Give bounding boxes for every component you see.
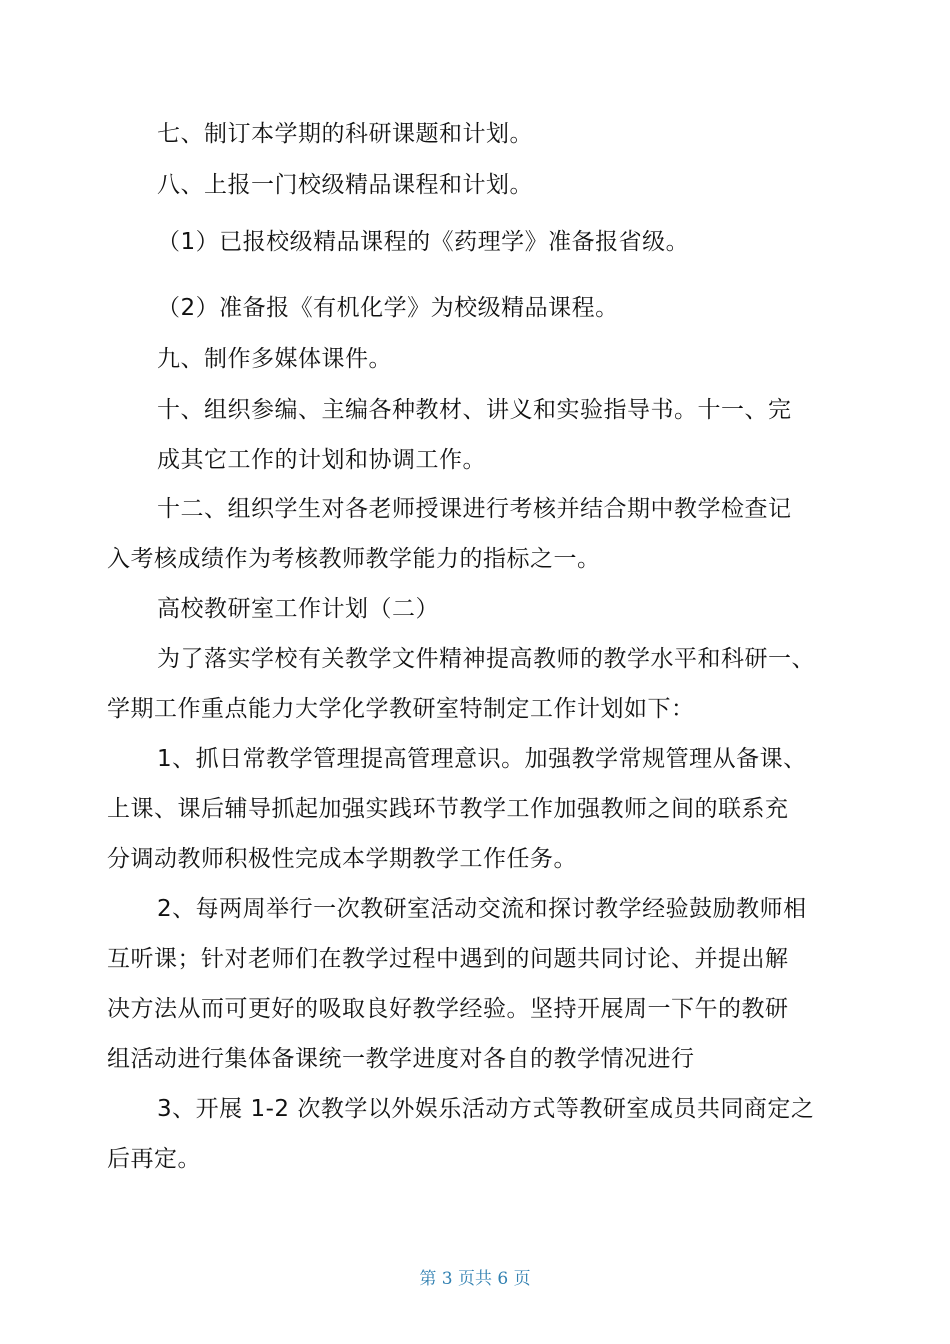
text-line: 3、开展 1-2 次教学以外娱乐活动方式等教研室成员共同商定之 bbox=[157, 1096, 815, 1122]
text-line: （2）准备报《有机化学》为校级精品课程。 bbox=[157, 295, 619, 321]
text-line: 为了落实学校有关教学文件精神提高教师的教学水平和科研一、 bbox=[157, 646, 815, 672]
page-number-footer: 第 3 页共 6 页 bbox=[419, 1269, 531, 1289]
text-line: 九、制作多媒体课件。 bbox=[157, 346, 392, 372]
text-line: 分调动教师积极性完成本学期教学工作任务。 bbox=[107, 846, 577, 872]
text-line: 成其它工作的计划和协调工作。 bbox=[157, 447, 486, 473]
text-line: 七、制订本学期的科研课题和计划。 bbox=[157, 121, 533, 147]
text-line: 十二、组织学生对各老师授课进行考核并结合期中教学检查记 bbox=[157, 496, 792, 522]
text-line: 2、每两周举行一次教研室活动交流和探讨教学经验鼓励教师相 bbox=[157, 896, 807, 922]
text-line: 十、组织参编、主编各种教材、讲义和实验指导书。十一、完 bbox=[157, 397, 792, 423]
text-line: 入考核成绩作为考核教师教学能力的指标之一。 bbox=[107, 546, 601, 572]
text-line: 上课、课后辅导抓起加强实践环节教学工作加强教师之间的联系充 bbox=[107, 796, 789, 822]
text-line: 组活动进行集体备课统一教学进度对各自的教学情况进行 bbox=[107, 1046, 695, 1072]
text-line: （1）已报校级精品课程的《药理学》准备报省级。 bbox=[157, 229, 690, 255]
text-line: 八、上报一门校级精品课程和计划。 bbox=[157, 172, 533, 198]
text-line: 1、抓日常教学管理提高管理意识。加强教学常规管理从备课、 bbox=[157, 746, 807, 772]
text-line: 决方法从而可更好的吸取良好教学经验。坚持开展周一下午的教研 bbox=[107, 996, 789, 1022]
text-line: 后再定。 bbox=[107, 1146, 201, 1172]
text-line: 互听课；针对老师们在教学过程中遇到的问题共同讨论、并提出解 bbox=[107, 946, 789, 972]
section-heading: 高校教研室工作计划（二） bbox=[157, 596, 439, 622]
text-line: 学期工作重点能力大学化学教研室特制定工作计划如下： bbox=[107, 696, 695, 722]
